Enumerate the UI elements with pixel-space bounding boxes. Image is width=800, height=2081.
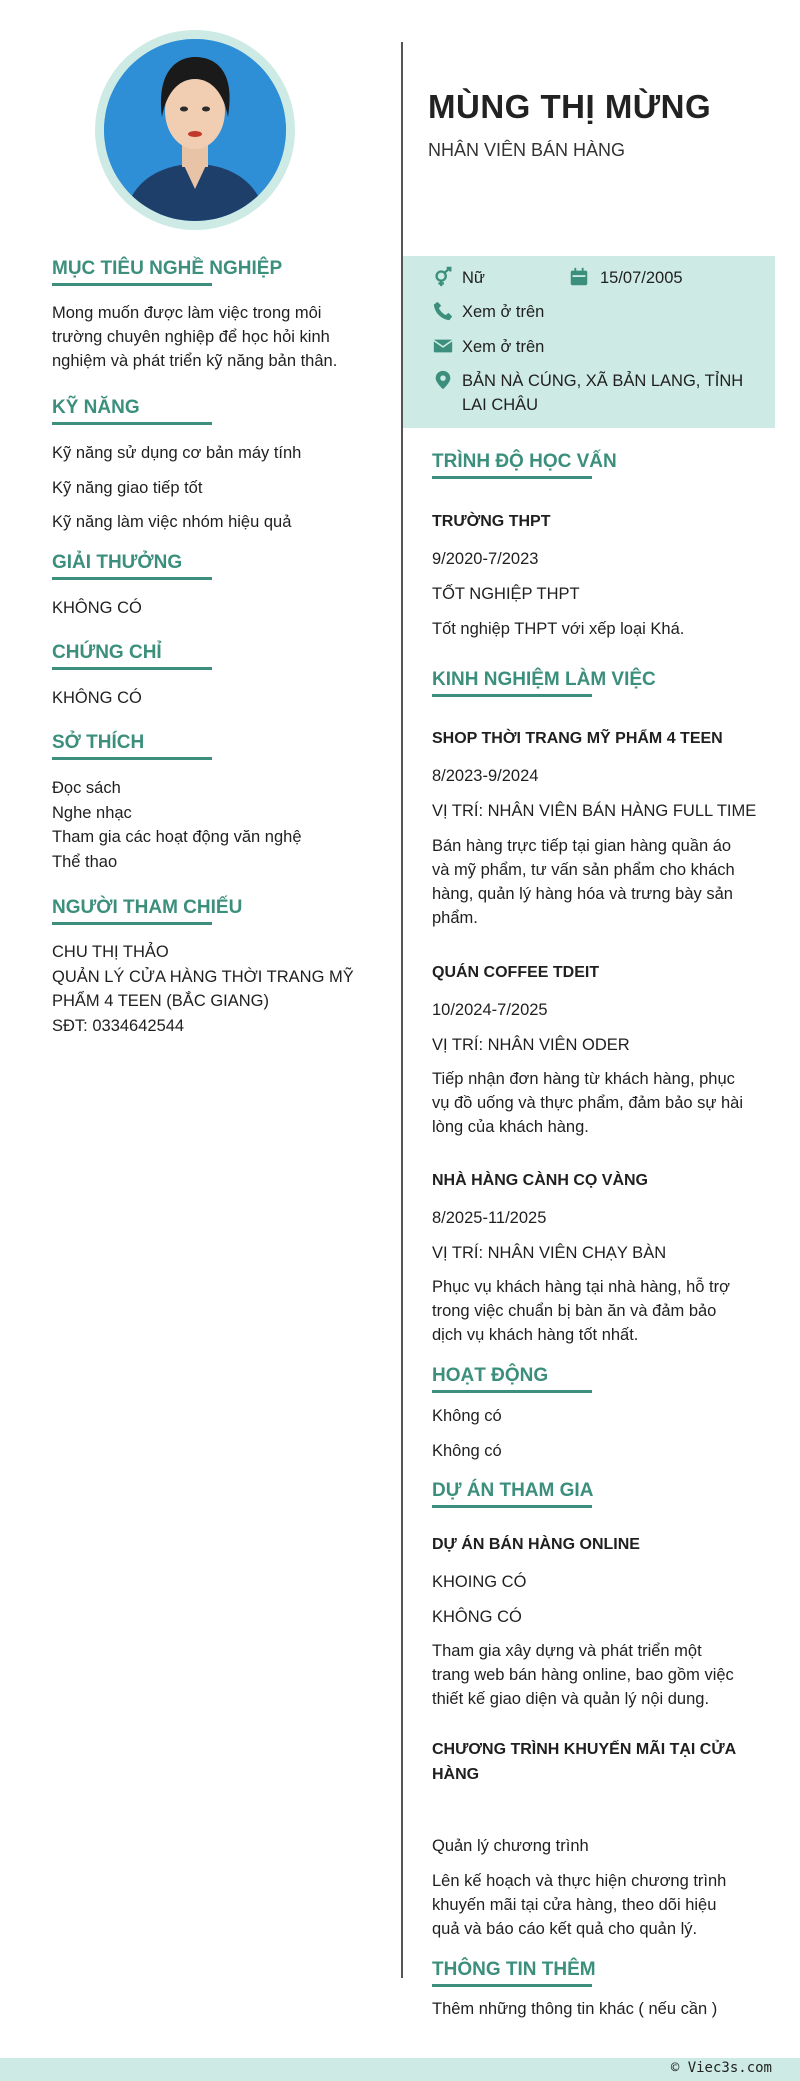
skill-item: Kỹ năng làm việc nhóm hiệu quả [52, 513, 292, 531]
project-line: KHOING CÓ [432, 1573, 527, 1591]
projects-underline [432, 1505, 592, 1508]
job-period: 10/2024-7/2025 [432, 1001, 548, 1019]
job-title: NHÂN VIÊN BÁN HÀNG [428, 140, 626, 160]
awards-title: GIẢI THƯỞNG [52, 552, 183, 573]
job-desc-line: phẩm. [432, 909, 478, 927]
awards-text: KHÔNG CÓ [52, 599, 142, 617]
certificates-title: CHỨNG CHỈ [52, 642, 162, 663]
project-role: Quản lý chương trình [432, 1837, 589, 1855]
job-position: VỊ TRÍ: NHÂN VIÊN CHẠY BÀN [432, 1244, 667, 1262]
job-company: SHOP THỜI TRANG MỸ PHẨM 4 TEEN [432, 730, 723, 747]
reference-underline [52, 922, 212, 925]
objective-line: Mong muốn được làm việc trong môi [52, 304, 322, 322]
email-icon [432, 335, 454, 357]
email-value: Xem ở trên [462, 338, 545, 356]
project-name: DỰ ÁN BÁN HÀNG ONLINE [432, 1536, 640, 1553]
reference-title: NGƯỜI THAM CHIẾU [52, 897, 243, 918]
footer-watermark: © Viec3s.com [670, 2060, 772, 2076]
project-desc-line: khuyến mãi tại cửa hàng, theo dõi hiệu [432, 1896, 717, 1914]
project-line: KHÔNG CÓ [432, 1608, 522, 1626]
activity-item: Không có [432, 1442, 502, 1460]
activities-title: HOẠT ĐỘNG [432, 1365, 549, 1386]
education-desc: Tốt nghiệp THPT với xếp loại Khá. [432, 620, 685, 638]
extra-text: Thêm những thông tin khác ( nếu cần ) [432, 2000, 718, 2018]
job-desc-line: và mỹ phẩm, tư vấn sản phẩm cho khách [432, 861, 735, 879]
reference-line: SĐT: 0334642544 [52, 1017, 185, 1035]
activities-underline [432, 1390, 592, 1393]
phone-icon [432, 300, 454, 322]
project-name: HÀNG [432, 1766, 480, 1783]
birthdate-value: 15/07/2005 [600, 269, 683, 287]
reference-line: QUẢN LÝ CỬA HÀNG THỜI TRANG MỸ [52, 968, 354, 986]
job-desc-line: Bán hàng trực tiếp tại gian hàng quần áo [432, 837, 732, 855]
projects-title: DỰ ÁN THAM GIA [432, 1480, 594, 1501]
objective-line: trường chuyên nghiệp để học hỏi kinh [52, 328, 330, 346]
project-desc-line: Lên kế hoạch và thực hiện chương trình [432, 1872, 727, 1890]
objective-line: nghiệm và phát triển kỹ năng bản thân. [52, 352, 338, 370]
candidate-name: MÙNG THỊ MỪNG [428, 88, 712, 125]
skills-underline [52, 422, 212, 425]
reference-line: PHẨM 4 TEEN (BẮC GIANG) [52, 992, 269, 1010]
hobbies-underline [52, 757, 212, 760]
education-degree: TỐT NGHIỆP THPT [432, 585, 580, 603]
gender-value: Nữ [462, 269, 485, 287]
job-desc-line: vụ đồ uống và thực phẩm, đảm bảo sự hài [432, 1094, 744, 1112]
skill-item: Kỹ năng sử dụng cơ bản máy tính [52, 444, 302, 462]
objective-underline [52, 283, 212, 286]
activity-item: Không có [432, 1407, 502, 1425]
extra-underline [432, 1984, 592, 1987]
certificates-underline [52, 667, 212, 670]
job-desc-line: Tiếp nhận đơn hàng từ khách hàng, phục [432, 1070, 735, 1088]
certificates-text: KHÔNG CÓ [52, 689, 142, 707]
project-desc-line: Tham gia xây dựng và phát triển một [432, 1642, 702, 1660]
objective-title: MỤC TIÊU NGHỀ NGHIỆP [52, 258, 283, 279]
calendar-icon [568, 266, 590, 288]
project-desc-line: thiết kế giao diện và quản lý nội dung. [432, 1690, 710, 1708]
job-desc-line: hàng, quản lý hàng hóa và trưng bày sản [432, 885, 733, 903]
job-position: VỊ TRÍ: NHÂN VIÊN ODER [432, 1036, 630, 1054]
hobby-item: Đọc sách [52, 779, 121, 797]
job-period: 8/2025-11/2025 [432, 1209, 547, 1227]
project-desc-line: quả và báo cáo kết quả cho quản lý. [432, 1920, 698, 1938]
avatar [104, 39, 286, 221]
job-company: QUÁN COFFEE TDEIT [432, 964, 600, 981]
education-underline [432, 476, 592, 479]
skills-title: KỸ NĂNG [52, 397, 140, 418]
hobby-item: Nghe nhạc [52, 804, 132, 822]
job-position: VỊ TRÍ: NHÂN VIÊN BÁN HÀNG FULL TIME [432, 802, 757, 820]
experience-title: KINH NGHIỆM LÀM VIỆC [432, 669, 656, 690]
experience-underline [432, 694, 592, 697]
reference-line: CHU THỊ THẢO [52, 943, 169, 961]
job-period: 8/2023-9/2024 [432, 767, 539, 785]
address-value: BẢN NÀ CÚNG, XÃ BẢN LANG, TỈNH LAI CHÂU [462, 372, 744, 414]
project-desc-line: trang web bán hàng online, bao gồm việc [432, 1666, 734, 1684]
awards-underline [52, 577, 212, 580]
skill-item: Kỹ năng giao tiếp tốt [52, 479, 203, 497]
job-desc-line: lòng của khách hàng. [432, 1118, 589, 1136]
hobby-item: Tham gia các hoạt động văn nghệ [52, 828, 302, 846]
location-icon [432, 369, 454, 391]
education-school: TRƯỜNG THPT [432, 513, 551, 530]
job-company: NHÀ HÀNG CÀNH CỌ VÀNG [432, 1172, 648, 1189]
extra-title: THÔNG TIN THÊM [432, 1959, 596, 1980]
job-desc-line: dịch vụ khách hàng tốt nhất. [432, 1326, 639, 1344]
hobby-item: Thể thao [52, 853, 118, 871]
project-name: CHƯƠNG TRÌNH KHUYẾN MÃI TẠI CỬA [432, 1741, 737, 1758]
job-desc-line: Phục vụ khách hàng tại nhà hàng, hỗ trợ [432, 1278, 730, 1296]
phone-value: Xem ở trên [462, 303, 545, 321]
education-title: TRÌNH ĐỘ HỌC VẤN [432, 451, 617, 472]
job-desc-line: trong việc chuẩn bị bàn ăn và đảm bảo [432, 1302, 717, 1320]
gender-icon [432, 266, 454, 288]
hobbies-title: SỞ THÍCH [52, 732, 145, 753]
education-period: 9/2020-7/2023 [432, 550, 539, 568]
